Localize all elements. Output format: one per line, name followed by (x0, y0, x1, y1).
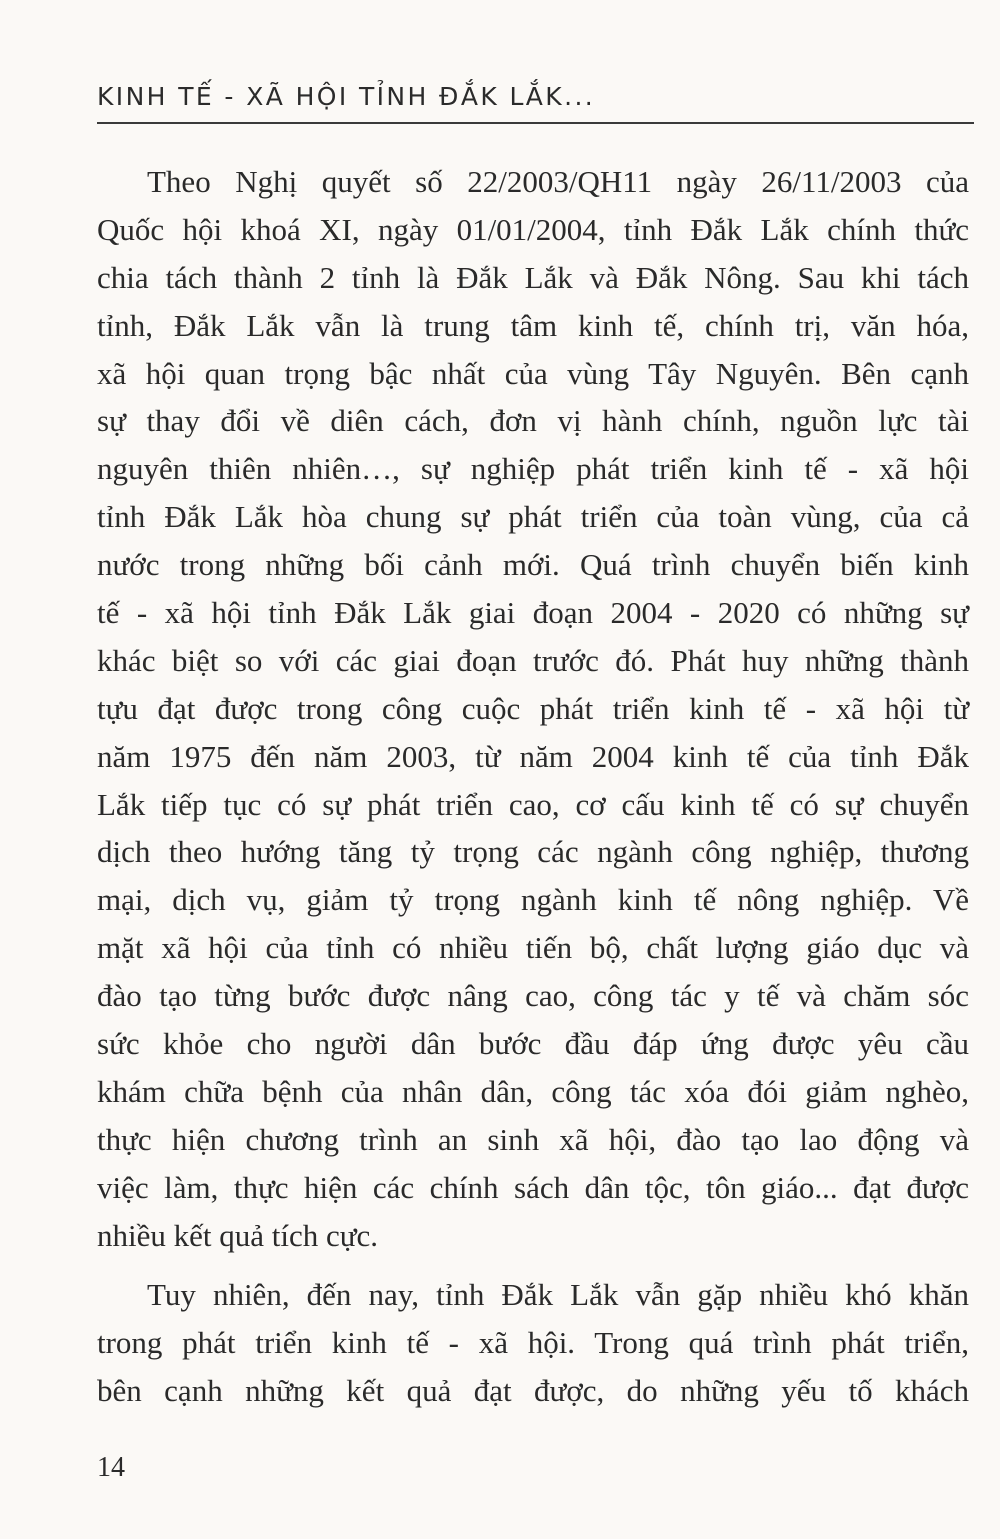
text-line: nước trong những bối cảnh mới. Quá trình chuyển biến kinh (97, 547, 969, 583)
text-line: bên cạnh những kết quả đạt được, do những yếu tố khách (97, 1373, 969, 1409)
text-line: tựu đạt được trong công cuộc phát triển kinh tế - xã hội từ (97, 690, 969, 726)
text-line: mặt xã hội của tỉnh có nhiều tiến bộ, chất lượng giáo dục và (97, 930, 969, 966)
text-line: tỉnh Đắk Lắk hòa chung sự phát triển của toàn vùng, của cả (97, 499, 969, 535)
text-line: chia tách thành 2 tỉnh là Đắk Lắk và Đắk Nông. Sau khi tách (97, 259, 969, 295)
header-rule (97, 122, 974, 124)
text-line: tế - xã hội tỉnh Đắk Lắk giai đoạn 2004 - 2020 có những sự (97, 595, 969, 631)
text-line: sức khỏe cho người dân bước đầu đáp ứng được yêu cầu (97, 1026, 969, 1062)
paragraph-gap (97, 1259, 969, 1271)
paragraphs (97, 158, 969, 1415)
text-line: Theo Nghị quyết số 22/2003/QH11 ngày 26/11/2003 của (147, 164, 969, 199)
text-line: khám chữa bệnh của nhân dân, công tác xóa đói giảm nghèo, (97, 1073, 969, 1109)
paragraph (97, 1271, 969, 1415)
text-line: đào tạo từng bước được nâng cao, công tác y tế và chăm sóc (97, 978, 969, 1014)
text-line: Tuy nhiên, đến nay, tỉnh Đắk Lắk vẫn gặp nhiều khó khăn (147, 1277, 969, 1313)
text-line: việc làm, thực hiện các chính sách dân tộc, tôn giáo... đạt được (97, 1169, 969, 1205)
text-line: Quốc hội khoá XI, ngày 01/01/2004, tỉnh Đắk Lắk chính thức (97, 211, 969, 247)
text-line: nhiều kết quả tích cực. (97, 1217, 379, 1253)
running-header: KINH TẾ - XÃ HỘI TỈNH ĐẮK LẮK... (97, 82, 596, 111)
body-text (97, 158, 969, 1415)
page-number: 14 (97, 1452, 125, 1483)
text-line: thực hiện chương trình an sinh xã hội, đào tạo lao động và (97, 1121, 969, 1157)
paragraph (97, 158, 969, 1259)
text-line: năm 1975 đến năm 2003, từ năm 2004 kinh tế của tỉnh Đắk (97, 738, 969, 774)
text-line: mại, dịch vụ, giảm tỷ trọng ngành kinh tế nông nghiệp. Về (97, 882, 969, 918)
text-line: sự thay đổi về diên cách, đơn vị hành chính, nguồn lực tài (97, 403, 969, 439)
text-line: nguyên thiên nhiên…, sự nghiệp phát triển kinh tế - xã hội (97, 451, 969, 487)
text-line: trong phát triển kinh tế - xã hội. Trong quá trình phát triển, (97, 1325, 969, 1361)
text-line: Lắk tiếp tục có sự phát triển cao, cơ cấu kinh tế có sự chuyển (97, 786, 969, 822)
text-line: khác biệt so với các giai đoạn trước đó. Phát huy những thành (97, 642, 969, 678)
text-line: tỉnh, Đắk Lắk vẫn là trung tâm kinh tế, chính trị, văn hóa, (97, 307, 969, 343)
text-line: xã hội quan trọng bậc nhất của vùng Tây Nguyên. Bên cạnh (97, 355, 969, 391)
text-line: dịch theo hướng tăng tỷ trọng các ngành công nghiệp, thương (97, 834, 969, 870)
